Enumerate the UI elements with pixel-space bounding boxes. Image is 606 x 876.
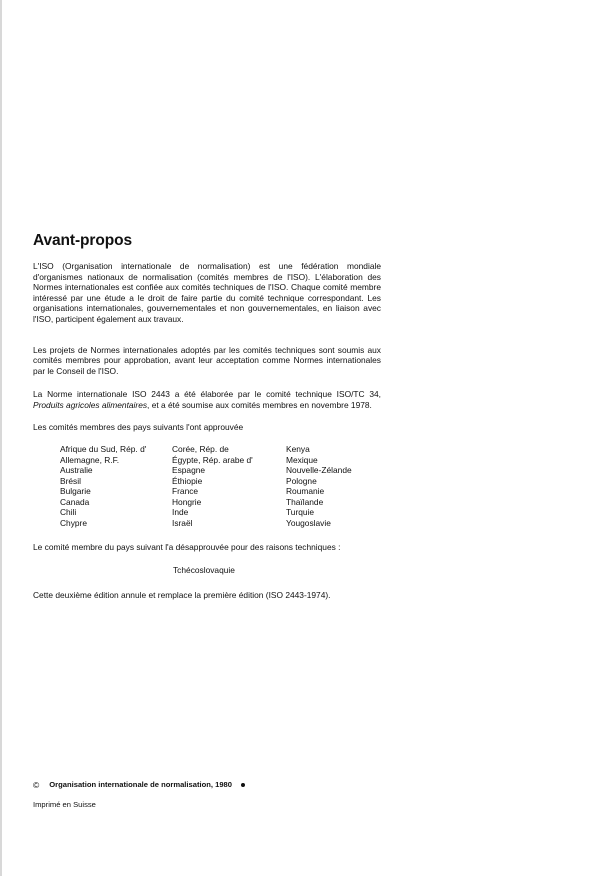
page-title: Avant-propos [33, 232, 132, 249]
country-item: France [172, 486, 199, 497]
country-item: Brésil [60, 475, 81, 486]
country-item: Éthiopie [172, 475, 203, 486]
scan-edge [0, 0, 2, 876]
country-item: Allemagne, R.F. [60, 454, 120, 465]
country-item: Afrique du Sud, Rép. d' [60, 444, 147, 455]
standard-origin-text-b: , et a été soumise aux comités membres en novembre 1978. [147, 399, 372, 410]
bullet-dot-icon [241, 783, 245, 787]
country-item: Hongrie [172, 496, 202, 507]
paragraph-iso-description: L'ISO (Organisation internationale de normalisation) est une fédération mondiale d'organismes nationaux de normalisation (comités membres de l'ISO). L'élaboration des Normes internationales est confiée aux comités techniques de l'ISO. Chaque comité membre intéressé par une étude a le droit de faire partie du comité technique correspondant. Les organisations internationales, gouvernementales et non gouvernementales, en liaison avec l'ISO, participent également aux travaux. [33, 261, 381, 324]
country-item: Nouvelle-Zélande [286, 465, 352, 476]
countries-column-2 [172, 444, 286, 528]
standard-origin-text-a: La Norme internationale ISO 2443 a été élaborée par le comité technique ISO/TC 34, [33, 389, 381, 400]
approval-intro: Les comités membres des pays suivants l'ont approuvée [33, 421, 244, 432]
copyright-icon: © [33, 780, 40, 790]
country-item: Corée, Rép. de [172, 444, 229, 455]
country-item: Espagne [172, 465, 206, 476]
country-item: Inde [172, 507, 189, 518]
country-item: Bulgarie [60, 486, 91, 497]
committee-name: Produits agricoles alimentaires [33, 399, 148, 410]
page-footer [33, 780, 393, 810]
countries-column-1 [60, 444, 172, 528]
country-item: Mexique [286, 454, 318, 465]
paragraph-approval-process: Les projets de Normes internationales adoptés par les comités techniques sont soumis aux comités membres pour approbation, avant leur acceptation comme Normes internationales par le Conseil de l'ISO. [33, 344, 381, 376]
foreword-section [33, 232, 381, 601]
countries-column-3 [286, 444, 396, 528]
country-item: Chili [60, 507, 77, 518]
country-item: Thaïlande [286, 496, 324, 507]
country-item: Roumanie [286, 486, 325, 497]
disapproving-country: Tchécoslovaquie [173, 564, 235, 575]
country-item: Australie [60, 465, 93, 476]
country-item: Pologne [286, 475, 317, 486]
copyright-text: Organisation internationale de normalisation, 1980 [49, 780, 232, 789]
country-item: Kenya [286, 444, 310, 455]
approving-countries-list [60, 444, 381, 528]
country-item: Yougoslavie [286, 517, 331, 528]
country-item: Égypte, Rép. arabe d' [172, 454, 253, 465]
country-item: Turquie [286, 507, 315, 518]
country-item: Chypre [60, 517, 87, 528]
edition-note: Cette deuxième édition annule et remplace la première édition (ISO 2443-1974). [33, 590, 331, 601]
country-item: Canada [60, 496, 90, 507]
country-item: Israël [172, 517, 193, 528]
paragraph-standard-origin [33, 389, 381, 410]
disapproval-statement: Le comité membre du pays suivant l'a désapprouvée pour des raisons techniques : [33, 542, 341, 553]
printed-in: Imprimé en Suisse [33, 800, 96, 809]
copyright-line [33, 780, 393, 790]
